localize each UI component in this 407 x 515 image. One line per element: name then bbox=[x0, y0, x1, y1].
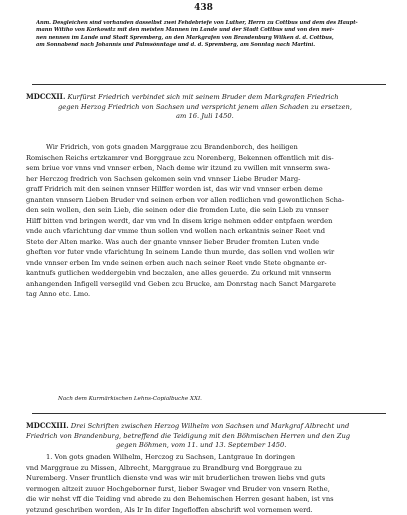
doc1-body-line: Stete der Alten marke. Was auch der gnante vnnser lieber Bruder fromten Luten vnde bbox=[26, 237, 390, 248]
doc1-body-line: Romischen Reichs ertzkamrer vnd Borggraue zcu Norenberg, Bekennen offentlich mit dis- bbox=[26, 153, 390, 164]
doc2-body-line: Nuremberg. Vnser fruntlich dienste vnd was wir mit bruderlichen trewen liebs vnd guts bbox=[26, 473, 390, 484]
footnote-block bbox=[36, 20, 392, 50]
doc1-heading-line: am 16. Juli 1450. bbox=[26, 112, 390, 122]
doc1-body-line: Wir Fridrich, von gots gnaden Marggraue zcu Brandenborch, des heiligen bbox=[26, 142, 390, 153]
note-line: nen nennen im Lande und Stadt Spremberg, an den Markgrafen von Brandenburg Wilken d. d. Cottbus, bbox=[36, 35, 392, 42]
doc1-body-line: gheften vor futer vnde vfarichtung In seinem Lande thun murde, das sollen vnd wollen wir bbox=[26, 247, 390, 258]
doc1-body-line: vnde vnnser erben Im vnde seinen erben auch nach seiner Reet vnde Stete obgnante er- bbox=[26, 258, 390, 269]
doc2-heading bbox=[26, 421, 390, 451]
doc2-heading-line: gegen Böhmen, vom 11. und 13. September 1450. bbox=[26, 441, 390, 451]
doc1-body-line: Hilff bitten vnd bringen werdt, dar vm vnd In disem krige nehmen edder entpfaen werden bbox=[26, 216, 390, 227]
note-line: am Sonnabend nach Johannis und Palmsönntage und d. d. Spremberg, am Sonntag nach Martini. bbox=[36, 42, 392, 49]
doc2-body-line: vermogen altzeit zuuor Hochgeborner furst, lieber Swager vnd Bruder von vnsern Rethe, bbox=[26, 484, 390, 495]
note-line: Anm. Desgleichen sind vorhanden dasselbst zwei Fehdebriefe von Luther, Herrn zu Cottbus und dem des Haupt- bbox=[36, 20, 392, 27]
doc2-body-line: die wir nehst vff die Teiding vnd abrede zu den Behemischen Herren gesant haben, ist vns bbox=[26, 494, 390, 505]
doc2-number: MDCCXIII. bbox=[26, 421, 69, 430]
doc1-body-line: vnde auch vfarichtung dar vmme thun sollen vnd wollen nach erkantnis seiner Reet vnd bbox=[26, 226, 390, 237]
doc1-body-line: her Herczog fredrich von Sachsen gekomen sein vnd vnnser Liebe Bruder Marg- bbox=[26, 174, 390, 185]
doc2-heading-line: Drei Schriften zwischen Herzog Wilhelm von Sachsen und Markgraf Albrecht und bbox=[71, 422, 349, 430]
doc1-source: Nach dem Kurmärkischen Lehns-Copialbuche XXI. bbox=[58, 396, 202, 402]
doc1-heading-line: gegen Herzog Friedrich von Sachsen und verspricht jenem allen Schaden zu ersetzen, bbox=[26, 103, 390, 113]
doc2-body-line: 1. Von gots gnaden Wilhelm, Herczog zu Sachsen, Lantgraue In doringen bbox=[26, 452, 390, 463]
doc1-number: MDCCXII. bbox=[26, 92, 65, 101]
doc1-body-line: graff Fridrich mit den seinen vnnser Hilffer worden ist, das wir vnd vnnser erben deme bbox=[26, 184, 390, 195]
doc1-heading-line: Kurfürst Friedrich verbindet sich mit seinem Bruder dem Markgrafen Friedrich bbox=[68, 93, 339, 101]
doc1-body-line: sem briue vor vnns vnd vnnser erben, Nach deme wir itzund zu vwillen mit vnnserm swa- bbox=[26, 163, 390, 174]
doc1-body-line: kantnufs gutlichen weddergebin vnd beczalen, ane alles geuerde. Zu orkund mit vnnserm bbox=[26, 268, 390, 279]
page-number: 438 bbox=[0, 3, 407, 13]
doc1-body-line: gnanten vnnsern Lieben Bruder vnd seinen erben vor allen redlichen vnd gewontlichen Scha- bbox=[26, 195, 390, 206]
note-line: mann Witiho von Korkowitz mit den meisten Mannen im Lande und der Stadt Cottbus und von den mei- bbox=[36, 27, 392, 34]
divider bbox=[32, 84, 386, 85]
doc2-body-line: yetzund geschriben worden, Als Ir In difer Ingefloffen abschrift wol vornemen werd. bbox=[26, 505, 390, 515]
doc2-heading-line: Friedrich von Brandenburg, betreffend die Teidigung mit den Böhmischen Herren und den Zug bbox=[26, 432, 390, 442]
doc2-body-line: vnd Marggraue zu Missen, Albrecht, Marggraue zu Brandburg vnd Borggraue zu bbox=[26, 463, 390, 474]
doc1-heading bbox=[26, 92, 390, 122]
doc1-body-line: den sein wollen, den sein Lieb, die seinen oder die fromden Lute, die sein Lieb zu vnnser bbox=[26, 205, 390, 216]
doc1-body-line: anhangenden Infigell versegild vnd Geben zcu Brucke, am Donrstag nach Sanct Margarete bbox=[26, 279, 390, 290]
doc1-body bbox=[26, 142, 390, 300]
doc2-body bbox=[26, 452, 390, 515]
divider bbox=[32, 413, 386, 414]
doc1-body-line: tag Anno etc. Lmo. bbox=[26, 289, 390, 300]
